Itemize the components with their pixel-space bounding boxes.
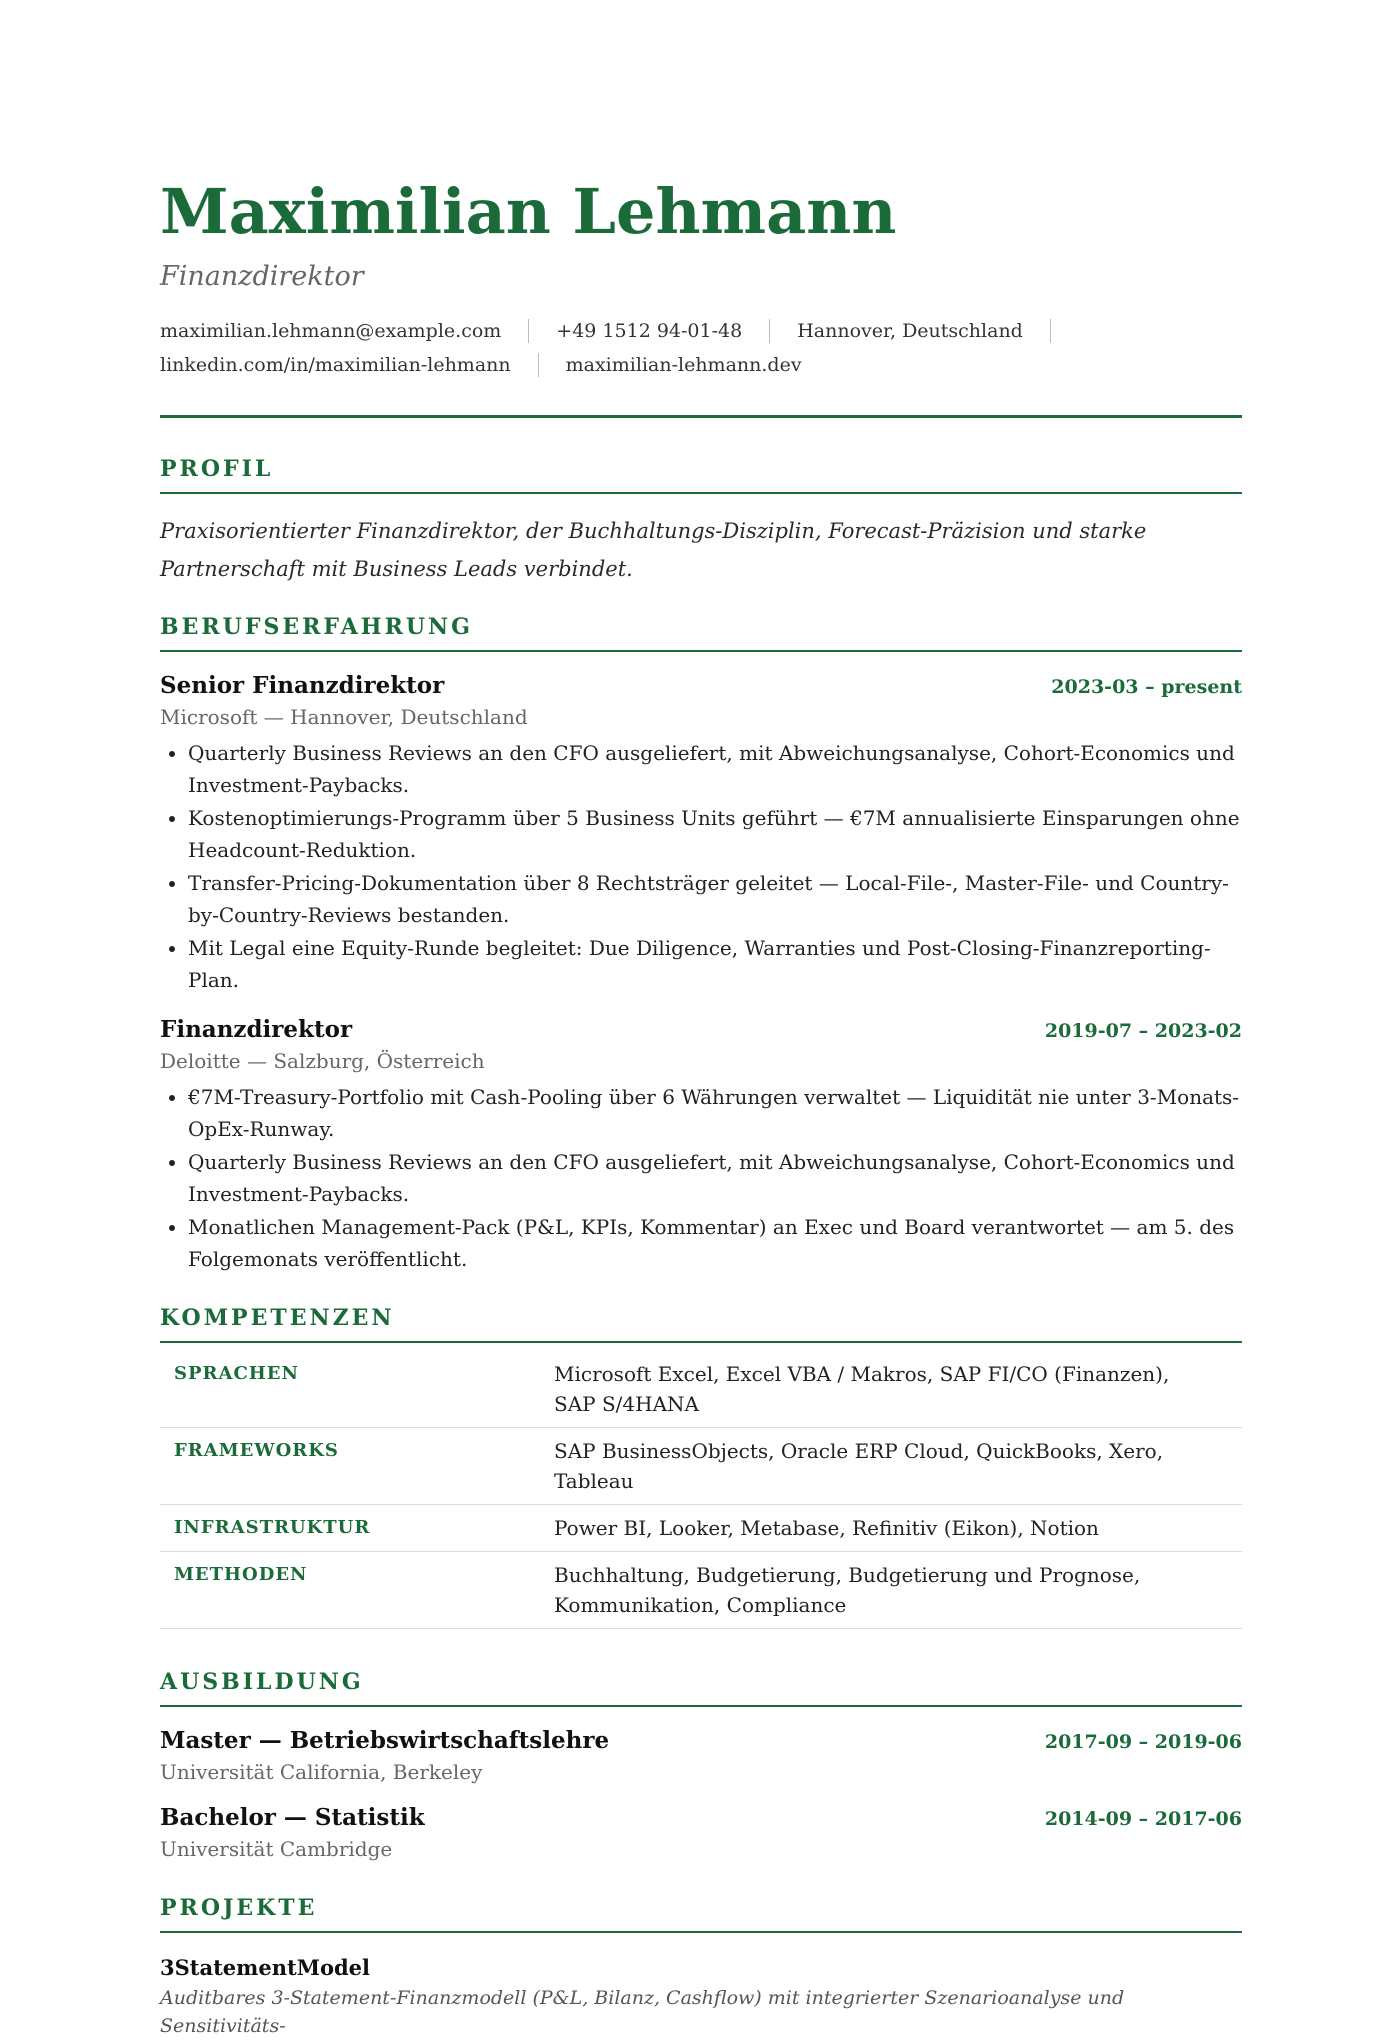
job-bullets xyxy=(160,1081,1242,1275)
job-title: Senior Finanzdirektor xyxy=(160,672,445,699)
experience-header xyxy=(160,672,1242,699)
education-dates: 2017-09 – 2019-06 xyxy=(1044,1731,1242,1753)
contact-linkedin[interactable]: linkedin.com/in/maximilian-lehmann xyxy=(160,354,511,376)
degree-title: Master — Betriebswirtschaftslehre xyxy=(160,1727,610,1754)
skill-items: SAP BusinessObjects, Oracle ERP Cloud, QuickBooks, Xero, Tableau xyxy=(554,1428,1242,1505)
section-title-experience: BERUFSERFAHRUNG xyxy=(160,614,1242,652)
job-bullet: • Quarterly Business Reviews an den CFO ausgeliefert, mit Abweichungsanalyse, Cohort-Economics und Investment-Paybacks. xyxy=(188,1146,1242,1210)
job-bullet: • Transfer-Pricing-Dokumentation über 8 Rechtsträger geleitet — Local-File-, Master-File- und Country-by-Country-Reviews bestanden. xyxy=(188,867,1242,931)
skill-items: Power BI, Looker, Metabase, Refinitiv (Eikon), Notion xyxy=(554,1505,1242,1552)
skills-row xyxy=(160,1351,1242,1428)
candidate-headline: Finanzdirektor xyxy=(160,261,364,292)
degree-title: Bachelor — Statistik xyxy=(160,1804,425,1831)
contact-list xyxy=(160,315,1242,383)
school-name: Universität California, Berkeley xyxy=(160,1760,483,1784)
education-entry xyxy=(160,1804,1242,1861)
section-title-education: AUSBILDUNG xyxy=(160,1669,1242,1707)
job-bullet: • Monatlichen Management-Pack (P&L, KPIs, Kommentar) an Exec und Board verantwortet — am 5. des Folgemonats veröffentlicht. xyxy=(188,1211,1242,1275)
contact-website[interactable]: maximilian-lehmann.dev xyxy=(538,353,829,377)
contact-phone[interactable]: +49 1512 94-01-48 xyxy=(528,319,769,343)
school-name: Universität Cambridge xyxy=(160,1837,393,1861)
skill-category: INFRASTRUKTUR xyxy=(160,1505,554,1552)
education-entry xyxy=(160,1727,1242,1784)
job-organization: Microsoft — Hannover, Deutschland xyxy=(160,705,528,729)
skill-items: Buchhaltung, Budgetierung, Budgetierung und Prognose, Kommunikation, Compliance xyxy=(554,1552,1242,1629)
job-title: Finanzdirektor xyxy=(160,1016,353,1043)
job-bullet: • Kostenoptimierungs-Programm über 5 Business Units geführt — €7M annualisierte Einsparungen ohne Headcount-Reduktion. xyxy=(188,802,1242,866)
contact-location: Hannover, Deutschland xyxy=(769,319,1051,343)
skill-category: SPRACHEN xyxy=(160,1351,554,1428)
education-dates: 2014-09 – 2017-06 xyxy=(1044,1808,1242,1830)
job-bullet: • €7M-Treasury-Portfolio mit Cash-Pooling über 6 Währungen verwaltet — Liquidität nie unter 3-Monats-OpEx-Runway. xyxy=(188,1081,1242,1145)
project-description: Auditbares 3-Statement-Finanzmodell (P&L, Bilanz, Cashflow) mit integrierter Szenarioanalyse und Sensitivitäts- xyxy=(160,1987,1125,2037)
experience-entry xyxy=(160,672,1242,996)
candidate-name: Maximilian Lehmann xyxy=(160,175,897,248)
job-dates: 2019-07 – 2023-02 xyxy=(1044,1020,1242,1042)
skills-table xyxy=(160,1351,1242,1629)
project-name: 3StatementModel xyxy=(160,1955,370,1980)
skills-row xyxy=(160,1428,1242,1505)
contact-email[interactable]: maximilian.lehmann@example.com xyxy=(160,320,502,342)
job-bullets xyxy=(160,737,1242,996)
section-title-skills: KOMPETENZEN xyxy=(160,1305,1242,1343)
skill-category: METHODEN xyxy=(160,1552,554,1629)
skill-items: Microsoft Excel, Excel VBA / Makros, SAP FI/CO (Finanzen), SAP S/4HANA xyxy=(554,1351,1242,1428)
section-title-projects: PROJEKTE xyxy=(160,1895,1242,1933)
experience-entry xyxy=(160,1016,1242,1275)
job-bullet: • Quarterly Business Reviews an den CFO ausgeliefert, mit Abweichungsanalyse, Cohort-Economics und Investment-Paybacks. xyxy=(188,737,1242,801)
job-bullet: • Mit Legal eine Equity-Runde begleitet: Due Diligence, Warranties und Post-Closing-Finanzreporting-Plan. xyxy=(188,932,1242,996)
education-header xyxy=(160,1727,1242,1754)
skills-row xyxy=(160,1505,1242,1552)
job-dates: 2023-03 – present xyxy=(1051,676,1242,698)
skills-row xyxy=(160,1552,1242,1629)
experience-header xyxy=(160,1016,1242,1043)
job-organization: Deloitte — Salzburg, Österreich xyxy=(160,1049,485,1073)
profile-summary: Praxisorientierter Finanzdirektor, der Buchhaltungs-Disziplin, Forecast-Präzision und starke Partnerschaft mit Business Leads verbindet. xyxy=(160,519,1147,581)
education-header xyxy=(160,1804,1242,1831)
skill-category: FRAMEWORKS xyxy=(160,1428,554,1505)
section-title-profile: PROFIL xyxy=(160,456,1242,494)
header-divider xyxy=(160,415,1242,418)
